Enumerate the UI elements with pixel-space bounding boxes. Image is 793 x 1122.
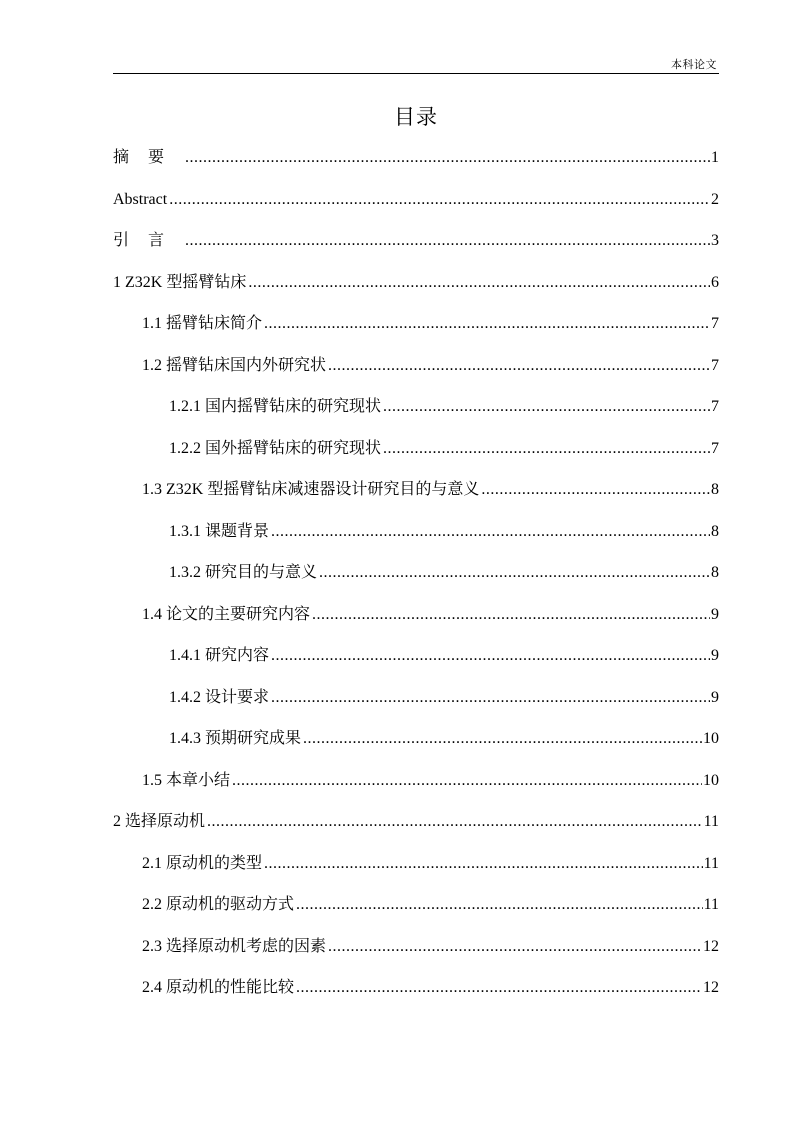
toc-entry-section-1-4-3[interactable]: [113, 718, 719, 760]
running-header: 本科论文: [671, 59, 717, 71]
toc-page-number: 9: [711, 647, 719, 664]
toc-entry-section-1-4[interactable]: [113, 594, 719, 636]
toc-title: 目录: [394, 105, 438, 129]
toc-entry-text: 1.4 论文的主要研究内容: [142, 605, 311, 623]
toc-entry-section-1-2-2[interactable]: [113, 428, 719, 470]
toc-leader-dots: [248, 262, 710, 304]
toc-leader-dots: [319, 552, 710, 594]
toc-page-number: 8: [711, 481, 719, 498]
toc-entry-text: 1.2.2 国外摇臂钻床的研究现状: [169, 439, 382, 457]
toc-page-number: 9: [711, 688, 719, 706]
toc-entry-text: 1.1 摇臂钻床简介: [142, 315, 263, 332]
toc-entry-text: 1.4.3 预期研究成果: [169, 730, 302, 747]
toc-entry-text: 1.2.1 国内摇臂钻床的研究现状: [169, 398, 382, 415]
toc-entry-section-1-4-1[interactable]: [113, 635, 719, 677]
toc-entry-text: 1.5 本章小结: [142, 771, 231, 789]
toc-entry-text: 摘要: [113, 149, 184, 166]
toc-leader-dots: [312, 594, 710, 636]
toc-leader-dots: [271, 677, 710, 719]
toc-entry-text: 2.3 选择原动机考虑的因素: [142, 937, 327, 955]
toc-leader-dots: [271, 511, 710, 553]
toc-entry-text: 1.3 Z32K 型摇臂钻床减速器设计研究目的与意义: [142, 481, 480, 498]
toc-entry-section-1-4-2[interactable]: [113, 677, 719, 719]
toc-page-number: 12: [703, 979, 719, 996]
toc-entry-section-2-2[interactable]: [113, 884, 719, 926]
toc-page-number: 7: [711, 439, 719, 457]
toc-entry-introduction[interactable]: [113, 220, 719, 262]
toc-page-number: 8: [711, 522, 719, 540]
toc-entry-text: 1.3.1 课题背景: [169, 522, 270, 540]
toc-entry-text: 2.4 原动机的性能比较: [142, 979, 295, 996]
toc-page-number: 11: [703, 896, 719, 913]
toc-entry-text: Abstract: [113, 190, 168, 208]
toc-entry-text: 1.3.2 研究目的与意义: [169, 564, 318, 581]
toc-entry-section-1-2[interactable]: [113, 345, 719, 387]
toc-leader-dots: [296, 884, 703, 926]
toc-page-number: 12: [703, 937, 719, 955]
toc-leader-dots: [264, 843, 703, 885]
toc-leader-dots: [169, 179, 710, 221]
toc-page-number: 11: [703, 854, 719, 872]
toc-entry-section-2-4[interactable]: [113, 967, 719, 1009]
toc-entry-section-2-3[interactable]: [113, 926, 719, 968]
toc-leader-dots: [207, 801, 703, 843]
toc-page-number: 7: [711, 398, 719, 415]
header-rule: [113, 73, 719, 74]
toc-page-number: 7: [711, 315, 719, 332]
toc-entry-text: 引言: [113, 232, 184, 249]
toc-page-number: 10: [703, 730, 719, 747]
toc-entry-abstract-cn[interactable]: [113, 137, 719, 179]
toc-page-number: 8: [711, 564, 719, 581]
toc-entry-text: 2.1 原动机的类型: [142, 854, 263, 872]
toc-leader-dots: [264, 303, 710, 345]
toc-entry-chapter-1[interactable]: [113, 262, 719, 304]
toc-leader-dots: [185, 137, 710, 179]
toc-entry-chapter-2[interactable]: [113, 801, 719, 843]
toc-entry-section-1-2-1[interactable]: [113, 386, 719, 428]
toc-leader-dots: [271, 635, 710, 677]
toc-entry-text: 2 选择原动机: [113, 813, 206, 830]
toc-leader-dots: [232, 760, 702, 802]
toc-page-number: 3: [711, 232, 719, 249]
toc-entry-section-1-5[interactable]: [113, 760, 719, 802]
toc-leader-dots: [328, 345, 710, 387]
toc-leader-dots: [185, 220, 710, 262]
toc-page-number: 6: [711, 273, 719, 291]
toc-page-number: 9: [711, 605, 719, 623]
toc-entry-text: 2.2 原动机的驱动方式: [142, 896, 295, 913]
toc-entry-section-1-3-1[interactable]: [113, 511, 719, 553]
toc-leader-dots: [383, 386, 710, 428]
toc-page-number: 11: [703, 813, 719, 830]
toc-entry-text: 1.2 摇臂钻床国内外研究状: [142, 356, 327, 374]
toc-page-number: 1: [711, 149, 719, 166]
toc-page-number: 7: [711, 356, 719, 374]
toc-page-number: 2: [711, 190, 719, 208]
toc-entry-abstract-en[interactable]: [113, 179, 719, 221]
toc-entry-text: 1.4.1 研究内容: [169, 647, 270, 664]
toc-leader-dots: [303, 718, 702, 760]
toc-page-number: 10: [703, 771, 719, 789]
toc-entry-text: 1.4.2 设计要求: [169, 688, 270, 706]
toc-leader-dots: [481, 469, 710, 511]
toc-entry-section-1-3[interactable]: [113, 469, 719, 511]
toc-entry-text: 1 Z32K 型摇臂钻床: [113, 273, 247, 291]
table-of-contents: [113, 137, 719, 1009]
toc-entry-section-1-3-2[interactable]: [113, 552, 719, 594]
toc-entry-section-2-1[interactable]: [113, 843, 719, 885]
toc-leader-dots: [328, 926, 702, 968]
toc-leader-dots: [383, 428, 710, 470]
toc-leader-dots: [296, 967, 702, 1009]
toc-entry-section-1-1[interactable]: [113, 303, 719, 345]
